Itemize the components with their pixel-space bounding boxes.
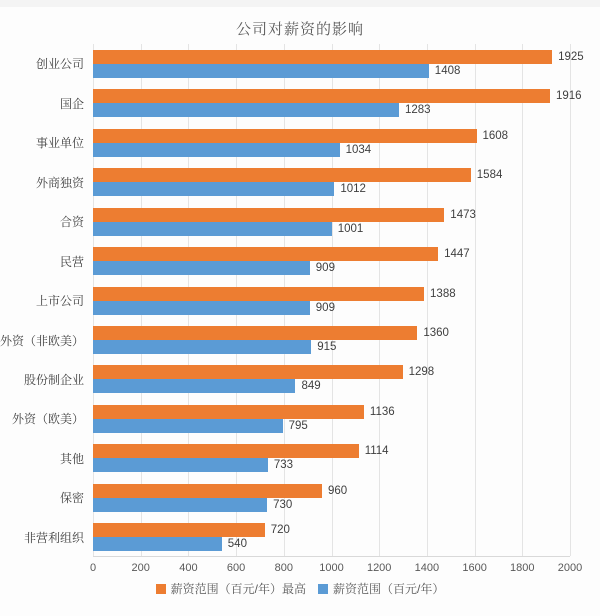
- bar-group: [0, 44, 600, 83]
- bar-max: [93, 247, 438, 261]
- bar-max: [93, 484, 322, 498]
- bar-max: [93, 365, 403, 379]
- x-axis-tick-label: 1400: [414, 562, 440, 574]
- bar-max-value: 1584: [476, 169, 503, 182]
- x-axis-tick-label: 600: [226, 562, 246, 574]
- x-axis-tick-label: 1800: [510, 562, 535, 574]
- legend-item-max: [156, 580, 306, 597]
- bar-max-value: 1136: [369, 405, 395, 418]
- bar-range-value: 909: [315, 301, 335, 314]
- x-axis-tick-label: 2000: [557, 562, 583, 574]
- bar-group: [0, 360, 600, 399]
- bar-group: [0, 202, 600, 241]
- legend-label-max: 薪资范围（百元/年）最高: [170, 582, 306, 596]
- x-axis-tick-label: 400: [179, 562, 198, 574]
- category-label: 创业公司: [35, 57, 84, 72]
- bar-max: [93, 89, 550, 103]
- bar-max: [93, 129, 477, 143]
- bar-range-value: 1034: [345, 143, 372, 156]
- bar-range-value: 1408: [434, 64, 461, 77]
- bar-max-value: 720: [270, 524, 290, 537]
- bar-group: [0, 518, 600, 557]
- x-axis-tick-label: 1200: [366, 562, 392, 574]
- bar-max-value: 1360: [423, 327, 449, 340]
- bar-range: [93, 537, 222, 551]
- bar-range-value: 733: [273, 459, 293, 472]
- bar-group: [0, 439, 600, 478]
- x-axis-tick-label: 0: [89, 562, 97, 574]
- category-label: 外资（欧美）: [11, 412, 84, 427]
- bar-group: [0, 399, 600, 438]
- bar-range-value: 1001: [337, 222, 364, 235]
- bar-max-value: 1473: [450, 208, 476, 221]
- bar-range-value: 909: [315, 262, 335, 275]
- bar-max-value: 1298: [408, 366, 435, 379]
- legend: [0, 580, 600, 597]
- bar-range-value: 849: [301, 380, 321, 393]
- bar-group: [0, 241, 600, 280]
- bar-max: [93, 168, 471, 182]
- bar-range-value: 1012: [340, 183, 366, 196]
- top-divider: [0, 0, 600, 7]
- category-label: 民营: [59, 254, 84, 269]
- bar-group: [0, 162, 600, 201]
- bar-range: [93, 182, 334, 196]
- bar-rows: [0, 44, 600, 557]
- bar-max-value: 1114: [364, 445, 389, 458]
- legend-swatch-range-icon: [318, 584, 328, 594]
- bar-max: [93, 405, 364, 419]
- bar-max: [93, 523, 265, 537]
- bar-range: [93, 458, 268, 472]
- bar-max-value: 1925: [558, 50, 584, 63]
- bar-max: [93, 287, 424, 301]
- category-label: 外资（非欧美）: [0, 333, 85, 348]
- bar-range: [93, 143, 340, 157]
- bar-max-value: 960: [327, 484, 348, 497]
- bar-max-value: 1608: [482, 129, 509, 142]
- bar-max: [93, 208, 444, 222]
- category-label: 国企: [59, 96, 84, 111]
- plot-area: [0, 44, 600, 557]
- bar-range: [93, 340, 311, 354]
- legend-item-range: [318, 580, 444, 597]
- bar-group: [0, 281, 600, 320]
- x-axis-tick-label: 200: [131, 562, 150, 574]
- bar-range: [93, 261, 310, 275]
- category-label: 事业单位: [35, 136, 84, 151]
- category-label: 股份制企业: [23, 372, 84, 387]
- bar-range: [93, 498, 267, 512]
- bar-max: [93, 444, 359, 458]
- bar-group: [0, 320, 600, 359]
- category-label: 保密: [59, 491, 84, 506]
- bar-max-value: 1447: [444, 248, 470, 261]
- bar-group: [0, 83, 600, 122]
- bar-range: [93, 379, 295, 393]
- x-axis: [89, 557, 583, 578]
- x-axis-tick-label: 800: [274, 562, 293, 574]
- bar-max-value: 1388: [430, 287, 456, 300]
- chart-title: 公司对薪资的影响: [235, 21, 364, 38]
- category-label: 外商独资: [35, 175, 84, 190]
- bar-range: [93, 64, 429, 78]
- bar-range-value: 730: [273, 498, 293, 511]
- bar-max: [93, 326, 417, 340]
- bar-range-value: 915: [317, 341, 337, 354]
- bar-range-value: 795: [288, 419, 308, 432]
- x-axis-tick-label: 1000: [319, 562, 344, 574]
- bar-group: [0, 478, 600, 517]
- bar-max-value: 1916: [555, 90, 582, 103]
- bar-range-value: 540: [227, 538, 247, 551]
- bar-max: [93, 50, 552, 64]
- bar-range: [93, 103, 399, 117]
- category-label: 其他: [59, 451, 84, 466]
- x-axis-tick-label: 1600: [462, 562, 487, 574]
- bar-range-value: 1283: [404, 104, 431, 117]
- bar-range: [93, 301, 310, 315]
- bar-group: [0, 123, 600, 162]
- category-label: 合资: [59, 215, 84, 230]
- bar-range: [93, 222, 332, 236]
- category-label: 非营利组织: [23, 530, 84, 545]
- bar-range: [93, 419, 283, 433]
- legend-label-range: 薪资范围（百元/年）: [333, 582, 445, 596]
- category-label: 上市公司: [35, 294, 84, 309]
- legend-swatch-max-icon: [156, 584, 166, 594]
